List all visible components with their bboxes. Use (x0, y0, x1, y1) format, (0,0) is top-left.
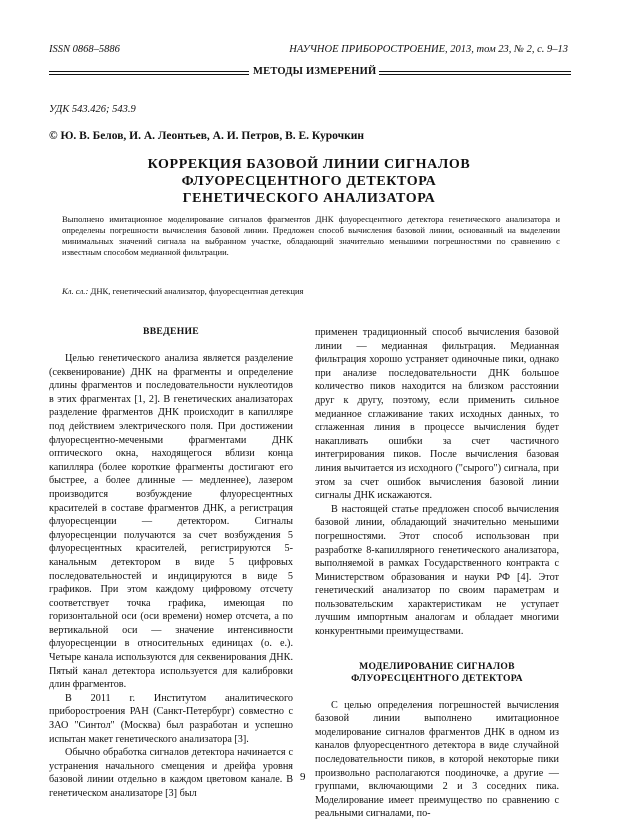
keywords (62, 286, 304, 296)
keywords-text: ДНК, генетический анализатор, флуоресцентная детекция (88, 286, 304, 296)
page-number: 9 (300, 771, 306, 783)
udk-code: УДК 543.426; 543.9 (49, 104, 136, 115)
keywords-label: Кл. сл.: (62, 286, 89, 296)
section-title: МЕТОДЫ ИЗМЕРЕНИЙ (253, 66, 377, 77)
right-column (315, 326, 559, 821)
section-rule (49, 66, 571, 78)
intro-paragraph-1: Целью генетического анализа является разделение (секвенирование) ДНК на фрагменты и определение длины фрагментов и последовательности нуклеотидов в этих фрагментах [1, 2]. В генетических анализаторах разделение фрагментов ДНК происходит в капилляре под действием электрического поля. При достижении флуоресцентно-мечеными фрагментами ДНК оптического окна, находящегося вблизи конца капилляра (более короткие фрагменты достигают его быстрее, а более длинные — медленнее), лазером производится возбуждение флуоресцентных красителей в составе фрагментов ДНК, а регистрация флуоресценции — детектором. Сигналы флуоресценции получаются за счет возбуждения 5 флуоресцентных красителей, регистрируются 5-канальным детектором в виде 5 цифровых последовательностей и индицируются в виде 5 графиков. При этом каждому цифровому отсчету соответствует точка графика, имеющая по горизонтальной оси (оси времени) номер отсчета, а по вертикальной оси — значение интенсивности флуоресценции в относительных единицах (о. е.). Четыре канала используются для секвенирования ДНК. Пятый канал детектора используется для калибровки длин фрагментов. (49, 353, 293, 691)
title-line-1: КОРРЕКЦИЯ БАЗОВОЙ ЛИНИИ СИГНАЛОВ (147, 157, 471, 172)
paper-title (60, 156, 558, 207)
title-line-3: ГЕНЕТИЧЕСКОГО АНАЛИЗАТОРА (182, 191, 436, 206)
modeling-heading-line-1: МОДЕЛИРОВАНИЕ СИГНАЛОВ (359, 660, 515, 672)
modeling-heading-line-2: ФЛУОРЕСЦЕНТНОГО ДЕТЕКТОРА (351, 672, 523, 684)
title-line-2: ФЛУОРЕСЦЕНТНОГО ДЕТЕКТОРА (181, 174, 437, 189)
right-paragraph-1: применен традиционный способ вычисления базовой линии — медианная фильтрация. Медианная фильтрация хорошо устраняет одиночные пики, однако при анализе последовательности ДНК большое количество пиков находится на близком расстоянии друг к другу, поэтому, если применить сильное медианное сглаживание таких исходных данных, то сглаженная линия в процессе вычисления будет накапливать ошибки за счет частичного интегрирования пиков. После вычисления базовая линия вычитается из исходного ("сырого") сигнала, при этом за счет ошибок вычисления базовой линии сигналы ДНК искажаются. (315, 327, 559, 502)
abstract: Выполнено имитационное моделирование сигналов фрагментов ДНК флуоресцентного детектора генетического анализатора и определены погрешности вычисления базовой линии. Предложен способ вычисления базовой линии, основанный на выделении минимальных значений сигнала на выбранном участке, обладающий значительно меньшими погрешностями по сравнению с известным способом медианной фильтрации. (62, 214, 560, 257)
intro-paragraph-2: В 2011 г. Институтом аналитического приборостроения РАН (Санкт-Петербург) совместно с ЗАО "Синтол" (Москва) был разработан и успешно испытан макет генетического анализатора [3]. (49, 692, 293, 745)
issn-label: ISSN 0868–5886 (49, 44, 120, 55)
authors-line: © Ю. В. Белов, И. А. Леонтьев, А. И. Петров, В. Е. Курочкин (49, 130, 364, 142)
intro-paragraph-3: Обычно обработка сигналов детектора начинается с устранения начального смещения и дрейфа уровня базовой линии отдельно в каждом цветовом канале. В генетическом анализаторе [3] был (49, 747, 293, 799)
modeling-heading (315, 661, 559, 685)
journal-citation: НАУЧНОЕ ПРИБОРОСТРОЕНИЕ, 2013, том 23, № 2, c. 9–13 (289, 44, 568, 55)
intro-heading: ВВЕДЕНИЕ (143, 326, 199, 337)
right-paragraph-3: С целью определения погрешностей вычисления базовой линии выполнено имитационное моделирование сигналов фрагментов ДНК в одном из каналов флуоресцентного детектора в виде случайной последовательности пиков, в которой некоторые пики произвольно располагаются поодиночке, а другие — группами, включающими 2 и 3 соседних пика. Моделирование имеет преимущество по сравнению с реальными сигналами, по- (315, 699, 559, 820)
left-column (49, 326, 293, 801)
right-paragraph-2: В настоящей статье предложен способ вычисления базовой линии, обладающий значительно меньшими погрешностями. Этот способ использован при разработке 8-капиллярного генетического анализатора, выполняемой в рамках Государственного контракта с Министерством образования и науки РФ [4]. Этот генетический анализатор по своим параметрам и пользовательским характеристикам не уступает лучшим импортным аналогам и обладает многими конкурентными преимуществами. (315, 503, 559, 638)
